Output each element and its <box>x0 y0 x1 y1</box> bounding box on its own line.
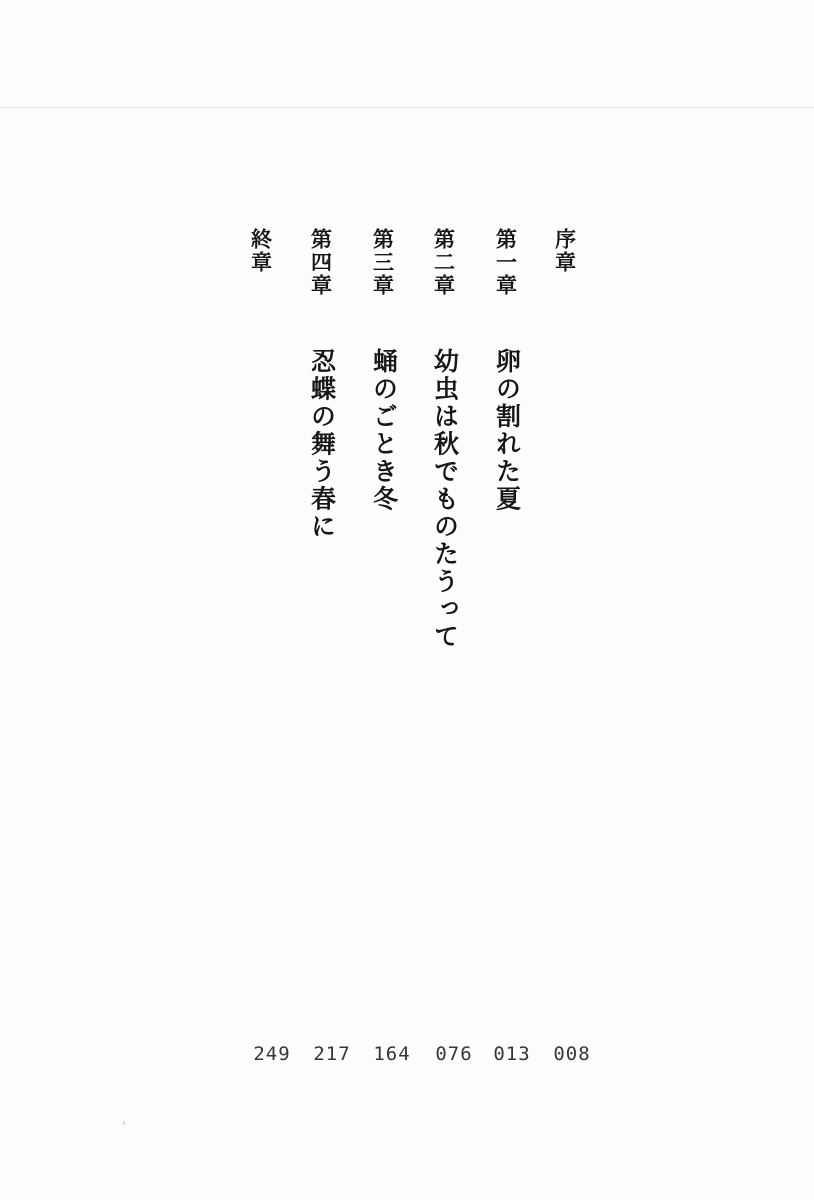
chapter-title: 忍蝶の舞う春に <box>307 348 337 541</box>
scan-speck <box>123 1121 125 1125</box>
page-number: 217 <box>313 1043 351 1065</box>
toc-column-prologue <box>548 228 582 948</box>
chapter-label: 終章 <box>248 228 274 274</box>
chapter-title: 幼虫は秋でものたうって <box>430 348 460 651</box>
chapter-label: 第三章 <box>370 228 396 297</box>
toc-column-chapter-3 <box>366 228 400 948</box>
toc-column-chapter-4 <box>304 228 338 948</box>
page-number: 076 <box>435 1043 473 1065</box>
page-number: 249 <box>253 1043 291 1065</box>
chapter-label: 第二章 <box>431 228 457 297</box>
page-number: 008 <box>553 1043 591 1065</box>
chapter-title: 蛹のごとき冬 <box>369 348 399 513</box>
page-number: 164 <box>373 1043 411 1065</box>
toc-column-epilogue <box>244 228 278 948</box>
scan-fold-line <box>0 107 814 108</box>
chapter-label: 第四章 <box>308 228 334 297</box>
toc-column-chapter-2 <box>427 228 461 948</box>
chapter-label: 序章 <box>552 228 578 274</box>
page-number: 013 <box>493 1043 531 1065</box>
toc-column-chapter-1 <box>489 228 523 948</box>
chapter-title: 卵の割れた夏 <box>492 348 522 513</box>
chapter-label: 第一章 <box>493 228 519 297</box>
